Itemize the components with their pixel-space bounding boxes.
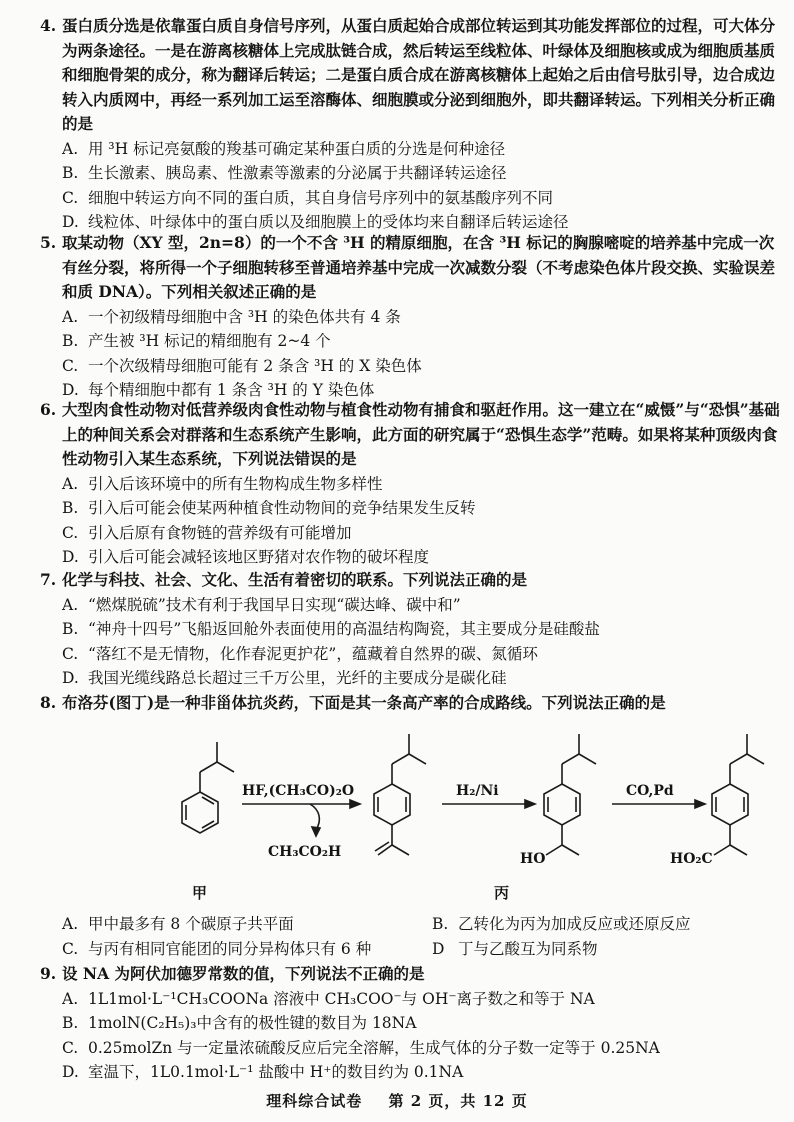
question-stem — [40, 691, 780, 716]
question-9 — [40, 962, 780, 1085]
option-text: 乙转化为丙为加成反应或还原反应 — [458, 915, 691, 933]
option-text: “燃煤脱硫”技术有利于我国早日实现“碳达峰、碳中和” — [88, 595, 461, 614]
question-text: 布洛芬(图丁)是一种非甾体抗炎药，下面是其一条高产率的合成路线。下列说法正确的是 — [62, 693, 666, 712]
label-bing: 丙 — [494, 884, 510, 902]
option-label: B. — [62, 1014, 79, 1032]
option-label: B. — [432, 915, 449, 933]
option-label: B. — [62, 332, 79, 350]
option-d — [40, 1060, 780, 1085]
option-label: D. — [62, 548, 79, 566]
option-text: 引入后原有食物链的营养级有可能增加 — [88, 523, 352, 542]
option-label: D. — [62, 213, 79, 231]
option-text: 每个精细胞中都有 1 条含 ³H 的 Y 染色体 — [88, 381, 375, 399]
question-stem — [40, 231, 780, 305]
option-c — [62, 937, 432, 962]
option-a — [40, 987, 780, 1012]
option-d — [40, 666, 780, 691]
option-text: 引入后可能会减轻该地区野猪对农作物的破坏程度 — [88, 548, 430, 566]
option-label: A. — [62, 989, 79, 1008]
compound-bing-structure — [544, 734, 596, 855]
question-number: 5. — [40, 233, 57, 252]
option-label: B. — [62, 499, 79, 517]
option-text: 0.25molZn 与一定量浓硫酸反应后完全溶解，生成气体的分子数一定等于 0.25NA — [88, 1038, 660, 1057]
page-number: 第 2 页，共 12 页 — [388, 1092, 528, 1110]
question-text: 蛋白质分选是依靠蛋白质自身信号序列，从蛋白质起始合成部位转运到其功能发挥部位的过程，可大体分为两条途径。一是在游离核糖体上完成肽链合成，然后转运至线粒体、叶绿体及细胞核或成为细胞质基质和细胞骨架的成分，称为翻译后转运；二是蛋白质合成在游离核糖体上起始之后由信号肽引导，边合成边转入内质网中，再经一系列加工运至溶酶体、细胞膜或分泌到细胞外，即共翻译转运。下列相关分析正确的是 — [62, 16, 776, 133]
option-text: 线粒体、叶绿体中的蛋白质以及细胞膜上的受体均来自翻译后转运途径 — [88, 213, 569, 231]
option-c — [40, 354, 780, 379]
synthesis-scheme — [150, 722, 770, 904]
question-number: 6. — [40, 400, 57, 419]
option-label: C. — [62, 356, 79, 375]
question-number: 9. — [40, 964, 57, 983]
option-b — [40, 617, 780, 642]
option-label: A. — [62, 595, 79, 614]
question-4 — [40, 14, 780, 235]
option-c — [40, 1036, 780, 1061]
exam-title: 理科综合试卷 — [266, 1092, 363, 1110]
reagent-step-2: H₂/Ni — [456, 783, 499, 799]
option-text: 室温下，1L0.1mol·L⁻¹ 盐酸中 H⁺的数目约为 0.1NA — [88, 1063, 464, 1081]
option-text: 与丙有相同官能团的同分异构体只有 6 种 — [88, 939, 372, 958]
question-text: 大型肉食性动物对低营养级肉食性动物与植食性动物有捕食和驱赶作用。这一建立在“威慑”与“恐惧”基础上的种间关系会对群落和生态系统产生影响，此方面的研究属于“恐惧生态学”范畴。如果将某种顶级肉食性动物引入某生态系统，下列说法错误的是 — [62, 400, 780, 468]
option-a — [40, 593, 780, 618]
option-c — [40, 186, 780, 211]
option-text: “神舟十四号”飞船返回舱外表面使用的高温结构陶瓷，其主要成分是硅酸盐 — [88, 620, 600, 638]
question-7 — [40, 568, 780, 691]
option-a — [40, 137, 780, 162]
question-stem — [40, 962, 780, 987]
question-stem — [40, 568, 780, 593]
question-8-options — [40, 912, 780, 961]
option-b — [40, 496, 780, 521]
option-label: B. — [62, 620, 79, 638]
option-a — [40, 472, 780, 497]
option-label: A. — [62, 915, 79, 933]
option-label: D. — [62, 669, 79, 687]
reagent-step-3: CO,Pd — [626, 783, 674, 799]
question-5 — [40, 231, 780, 403]
question-stem — [40, 398, 780, 472]
question-number: 8. — [40, 693, 57, 712]
label-jia: 甲 — [192, 884, 208, 902]
option-b — [432, 912, 794, 937]
option-label: B. — [62, 164, 79, 182]
option-text: 1molN(C₂H₅)₃中含有的极性键的数目为 18NA — [88, 1014, 417, 1032]
page-footer — [0, 1090, 794, 1111]
question-6 — [40, 398, 780, 570]
carboxyl-group: HO₂C — [670, 851, 713, 867]
option-label: D — [432, 939, 445, 958]
option-b — [40, 329, 780, 354]
option-text: 一个初级精母细胞中含 ³H 的染色体共有 4 条 — [88, 307, 401, 326]
byproduct-arrow — [310, 804, 319, 830]
option-text: 引入后该环境中的所有生物构成生物多样性 — [88, 474, 383, 493]
question-number: 4. — [40, 16, 57, 35]
option-b — [40, 1011, 780, 1036]
question-stem — [40, 14, 780, 137]
option-text: 甲中最多有 8 个碳原子共平面 — [88, 915, 294, 933]
question-text: 设 NA 为阿伏加德罗常数的值，下列说法不正确的是 — [62, 964, 425, 983]
option-text: 一个次级精母细胞可能有 2 条含 ³H 的 X 染色体 — [88, 356, 422, 375]
option-text: 1L1mol·L⁻¹CH₃COONa 溶液中 CH₃COO⁻与 OH⁻离子数之和等于 NA — [88, 989, 595, 1008]
option-label: A. — [62, 474, 79, 493]
option-d — [432, 937, 794, 962]
compound-ding-structure — [712, 734, 764, 855]
option-text: 生长激素、胰岛素、性激素等激素的分泌属于共翻译转运途径 — [88, 164, 507, 182]
option-label: C. — [62, 188, 79, 207]
option-label: C. — [62, 939, 79, 958]
option-c — [40, 521, 780, 546]
option-a — [40, 305, 780, 330]
option-text: “落红不是无情物，化作春泥更护花”，蕴藏着自然界的碳、氮循环 — [88, 644, 538, 663]
hydroxyl-group: HO — [520, 851, 546, 867]
option-text: 丁与乙酸互为同系物 — [458, 939, 598, 958]
option-label: C. — [62, 1038, 79, 1057]
option-text: 产生被 ³H 标记的精细胞有 2~4 个 — [88, 332, 331, 350]
option-label: C. — [62, 644, 79, 663]
option-text: 细胞中转运方向不同的蛋白质，其自身信号序列中的氨基酸序列不同 — [88, 188, 554, 207]
question-8 — [40, 691, 780, 716]
question-text: 取某动物（XY 型，2n=8）的一个不含 ³H 的精原细胞，在含 ³H 标记的胸腺嘧啶的培养基中完成一次有丝分裂，将所得一个子细胞转移至普通培养基中完成一次减数分裂（不考虑染色体片段交换、实验误差和质 DNA）。下列相关叙述正确的是 — [62, 233, 776, 301]
option-label: D. — [62, 381, 79, 399]
question-text: 化学与科技、社会、文化、生活有着密切的联系。下列说法正确的是 — [62, 570, 528, 589]
option-d — [40, 545, 780, 570]
compound-jia-structure — [182, 742, 234, 833]
question-number: 7. — [40, 570, 57, 589]
option-b — [40, 161, 780, 186]
reagent-step-1: HF,(CH₃CO)₂O — [242, 783, 355, 799]
option-c — [40, 642, 780, 667]
option-text: 用 ³H 标记亮氨酸的羧基可确定某种蛋白质的分选是何种途径 — [88, 139, 506, 158]
byproduct-acetic-acid: CH₃CO₂H — [268, 844, 342, 860]
option-label: C. — [62, 523, 79, 542]
option-label: A. — [62, 139, 79, 158]
option-label: D. — [62, 1063, 79, 1081]
compound-yi-structure — [374, 734, 426, 855]
option-a — [62, 912, 432, 937]
option-text: 我国光缆线路总长超过三千万公里，光纤的主要成分是碳化硅 — [88, 669, 507, 687]
option-label: A. — [62, 307, 79, 326]
option-text: 引入后可能会使某两种植食性动物间的竞争结果发生反转 — [88, 499, 476, 517]
